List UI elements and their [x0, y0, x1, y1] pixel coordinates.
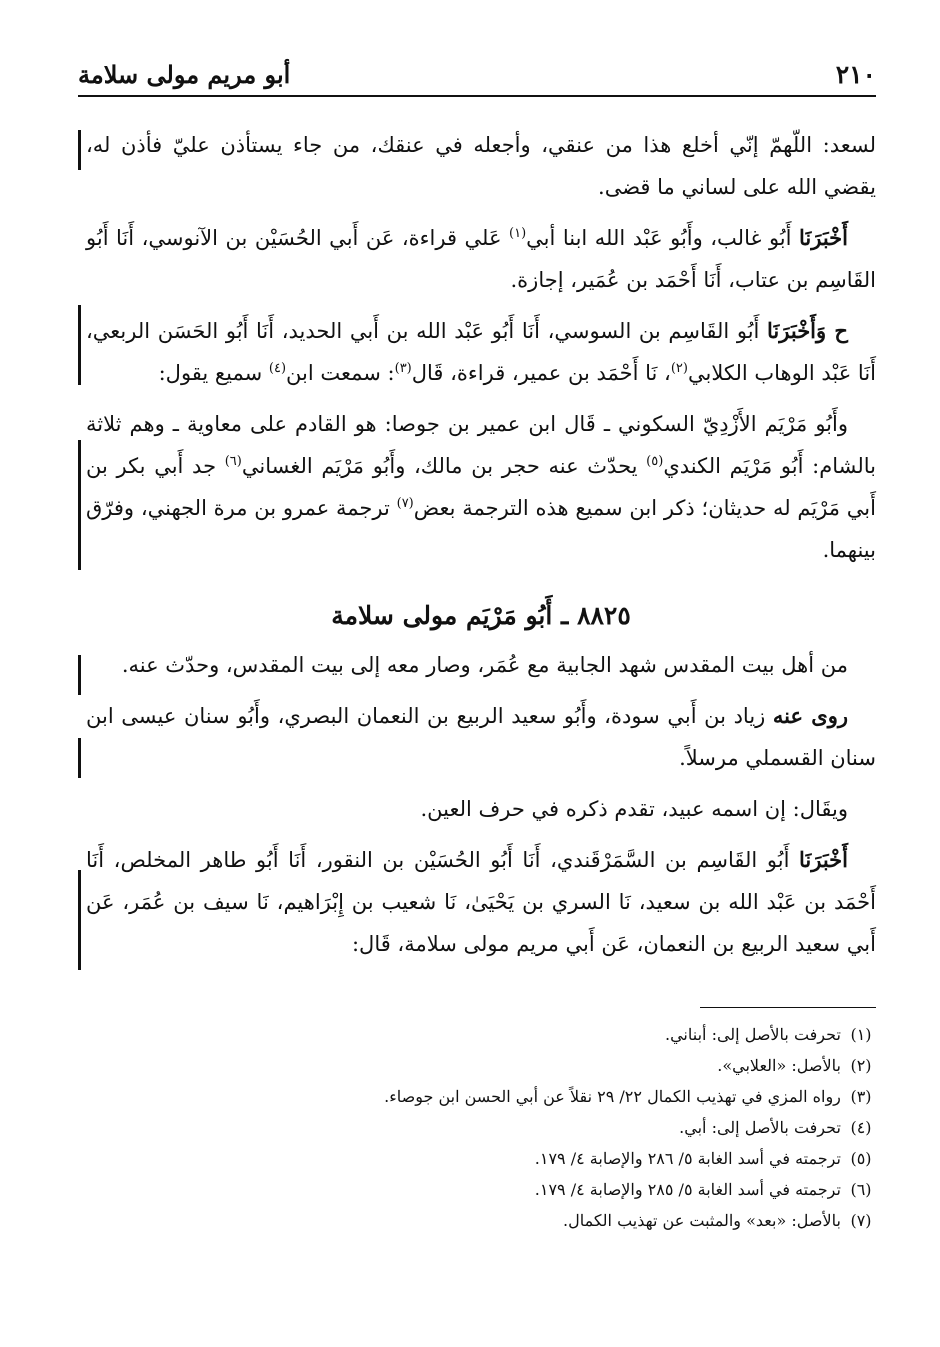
section-entry — [86, 644, 876, 974]
footnote — [86, 1019, 876, 1050]
paragraph-text: من أهل بيت المقدس شهد الجابية مع عُمَر، وصار معه إلى بيت المقدس، وحدّث عنه. — [121, 653, 848, 677]
margin-rule — [78, 130, 81, 170]
paragraph — [86, 644, 876, 686]
transmission-keyword: ح وَأَخْبَرَنَا — [767, 318, 848, 343]
footnote-number: (٦) — [850, 1180, 872, 1199]
entry-title: ٨٨٢٥ ـ أَبُو مَرْيَم مولى سلامة — [331, 601, 631, 630]
paragraph — [86, 788, 876, 830]
paragraph-text: أَبُو غالب، وأَبُو عَبْد الله ابنا أبي — [526, 226, 792, 250]
paragraph-text: زياد بن أَبي سودة، وأَبُو سعيد الربيع بن النعمان البصري، وأَبُو سنان عيسى ابن سنان القسملي مرسلاً. — [86, 704, 876, 770]
paragraph-text: سميع يقول: — [158, 361, 263, 385]
running-title: أبو مريم مولى سلامة — [78, 60, 291, 89]
paragraph — [86, 124, 876, 208]
paragraph — [86, 695, 876, 779]
paragraph-text: يحدّث عنه حجر بن مالك، وأَبُو مَرْيَم الغساني — [241, 454, 638, 478]
paragraph-text: وأَبُو مَرْيَم الأَزْدِيّ السكوني ـ قَال ابن عمير بن جوصا: هو القادم على معاوية ـ وهم ثلاثة بالشام: أَبُو مَرْيَم الكندي — [86, 412, 876, 478]
footnote-number: (٧) — [850, 1211, 872, 1230]
paragraph-text: : سمعت ابن — [286, 361, 395, 385]
paragraph — [86, 217, 876, 301]
section-previous-entry — [86, 124, 876, 580]
footnote-text: رواه المزي في تهذيب الكمال ٢٢/ ٢٩ نقلاً عن أبي الحسن ابن جوصاء. — [384, 1087, 841, 1106]
footnote — [86, 1081, 876, 1112]
footnote-number: (٣) — [850, 1087, 872, 1106]
footnote-text: ترجمته في أسد الغابة ٥/ ٢٨٦ والإصابة ٤/ ١٧٩. — [534, 1149, 841, 1168]
footnote-ref: (٥) — [646, 454, 664, 469]
footnote-separator — [700, 1007, 876, 1008]
footnote-ref: (٧) — [396, 496, 414, 511]
margin-rule — [78, 655, 81, 695]
footnote — [86, 1174, 876, 1205]
paragraph — [86, 403, 876, 571]
footnote-text: بالأصل: «بعد» والمثبت عن تهذيب الكمال. — [563, 1211, 841, 1230]
paragraph-text: أَبُو القَاسِم بن السوسي، أَنَا أَبُو عَبْد الله بن أَبي الحديد، أَنَا أَبُو الحَسَن الربعي، أَنَا عَبْد الوهاب الكلابي — [86, 319, 876, 385]
paragraph-text: ويقَال: إن اسمه عبيد، تقدم ذكره في حرف العين. — [420, 797, 848, 821]
footnote-text: تحرفت بالأصل إلى: أبي. — [679, 1118, 841, 1137]
transmission-keyword: أَخْبَرَنَا — [799, 847, 848, 872]
footnote-ref: (٦) — [224, 454, 242, 469]
transmission-keyword: أَخْبَرَنَا — [799, 225, 848, 250]
paragraph — [86, 310, 876, 394]
paragraph-text: أَبُو القَاسِم بن السَّمَرْقَندي، أَنَا أَبُو الحُسَيْن بن النقور، أَنَا أَبُو طاهر المخلص، أَنَا أَحْمَد بن عَبْد الله بن سعيد، نَا السري بن يَحْيَىٰ، نَا شعيب بن إِبْرَاهيم، نَا سيف بن عُمَر، عَن أَبي سعيد الربيع بن النعمان، عَن أَبي مريم مولى سلامة، قَال: — [86, 848, 876, 956]
page-header — [78, 58, 876, 94]
footnote-ref: (٢) — [670, 361, 688, 376]
page-number: ٢١٠ — [835, 60, 876, 89]
paragraph-text: اللّهمّ إنّي أخلع هذا من عنقي، وأجعله في عنقك، من جاء يستأذن عليّ فأذن له، يقضي الله على لساني ما قضى. — [86, 133, 876, 199]
paragraph-text: جد أَبي بكر بن أَبي مَرْيَم له حديثان؛ ذكر ابن سميع هذه الترجمة بعض — [86, 454, 876, 520]
transmission-keyword: روى عنه — [772, 703, 849, 728]
footnote — [86, 1205, 876, 1236]
margin-rule — [78, 440, 81, 570]
footnotes — [86, 1019, 876, 1236]
margin-rule — [78, 870, 81, 970]
footnote-text: بالأصل: «العلابي». — [717, 1056, 841, 1075]
paragraph-prefix: لسعد: — [822, 133, 877, 157]
footnote — [86, 1050, 876, 1081]
margin-rule — [78, 738, 81, 778]
paragraph — [86, 839, 876, 965]
footnote-ref: (١) — [509, 226, 527, 241]
paragraph-text: عَلي قراءة، عَن أَبي الحُسَيْن بن الآنوسي، أَنَا أَبُو القَاسِم بن عتاب، أَنَا أَحْمَد بن عُمَير، إجازة. — [86, 226, 876, 292]
header-rule — [78, 95, 876, 97]
footnote-number: (٢) — [850, 1056, 872, 1075]
paragraph-text: ، نَا أَحْمَد بن عمير، قراءة، قَال — [411, 361, 671, 385]
margin-rule — [78, 305, 81, 385]
footnote — [86, 1143, 876, 1174]
footnote-number: (١) — [850, 1025, 872, 1044]
paragraph-text: ترجمة عمرو بن مرة الجهني، وفرّق بينهما. — [86, 496, 876, 562]
footnote-text: تحرفت بالأصل إلى: أبناني. — [665, 1025, 841, 1044]
footnote-number: (٤) — [850, 1118, 872, 1137]
footnote-ref: (٣) — [394, 361, 412, 376]
footnote-ref: (٤) — [268, 361, 287, 376]
footnote-number: (٥) — [850, 1149, 872, 1168]
footnote — [86, 1112, 876, 1143]
footnote-text: ترجمته في أسد الغابة ٥/ ٢٨٥ والإصابة ٤/ ١٧٩. — [534, 1180, 841, 1199]
